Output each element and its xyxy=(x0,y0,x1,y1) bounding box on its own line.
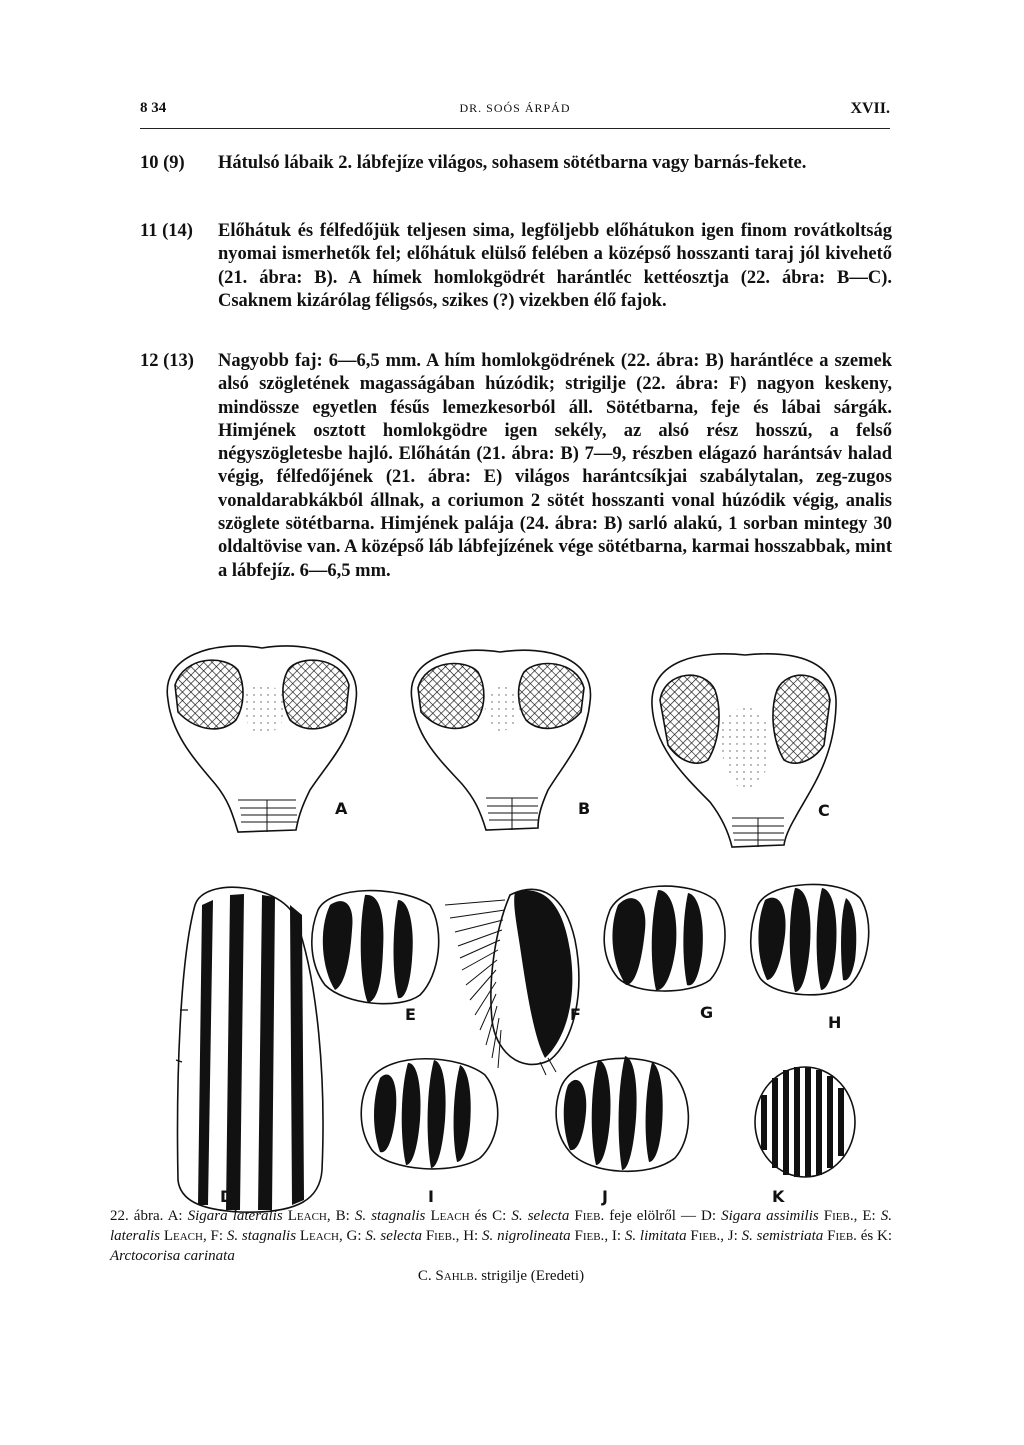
entry-text: Hátulsó lábaik 2. lábfejíze világos, sohasem sötétbarna vagy barnás-fekete. xyxy=(218,153,807,173)
entry-text: Nagyobb faj: 6—6,5 mm. A hím homlokgödrének (22. ábra: B) harántléce a szemek alsó szögletének magasságában húzódik; strigilje (22. ábra: F) nagyon keskeny, mindössze egyetlen fésűs lemezkesorból áll. Sötétbarna, feje és lábai sárgák. Himjének osztott homlokgödre igen sekély, az alsó rész hosszú, a felső négyszögletesbe hajló. Előhátán (21. ábra: B) 7—9, részben elágazó harántsáv halad végig, félfedőjének (21. ábra: E) világos harántcsíkjai szabálytalan, zeg-zugos vonaldarabkákból állnak, a coriumon 2 sötét hosszanti vonal húzódik végig, analis szöglete sötétbarna. Himjének palája (24. ábra: B) sarló alakú, 1 sorban mintegy 30 oldaltövise van. A középső láb lábfejízének vége sötétbarna, karmai hosszabbak, mint a lábfejíz. 6—6,5 mm. xyxy=(218,351,892,581)
caption-text: feje elölről — D: xyxy=(604,1208,722,1224)
caption-author: Fieb. xyxy=(574,1208,605,1224)
caption-text: , H: xyxy=(455,1228,483,1244)
strigil-h xyxy=(751,884,869,994)
figure-label-d: D xyxy=(220,1187,234,1206)
caption-text: 22. ábra. A: xyxy=(110,1208,188,1224)
caption-author: Fieb. xyxy=(574,1228,605,1244)
entry-number: 12 (13) xyxy=(140,351,194,371)
head-drawing-c xyxy=(652,654,836,847)
caption-species: Sigara assimilis xyxy=(721,1208,819,1224)
strigil-f xyxy=(445,889,579,1075)
entry-number: 10 (9) xyxy=(140,153,185,173)
figure-label-e: E xyxy=(405,1005,416,1024)
figure-label-a: A xyxy=(335,799,348,818)
head-drawing-a xyxy=(167,646,356,832)
page-number: 8 34 xyxy=(140,100,167,116)
caption-text: , B: xyxy=(326,1208,355,1224)
strigil-k xyxy=(755,1067,855,1177)
caption-author: Fieb. xyxy=(827,1228,857,1244)
caption-species: S. selecta xyxy=(511,1208,570,1224)
caption-text: , F: xyxy=(202,1228,227,1244)
caption-species: S. semistriata xyxy=(741,1228,824,1244)
caption-author: Leach xyxy=(299,1228,339,1244)
caption-author: Fieb. xyxy=(690,1228,721,1244)
figure-label-f: F xyxy=(570,1005,581,1024)
caption-species: S. stagnalis xyxy=(354,1208,426,1224)
section-number: XVII. xyxy=(850,100,890,117)
figure-label-k: K xyxy=(772,1187,785,1206)
figure-label-g: G xyxy=(700,1003,714,1022)
caption-text: , I: xyxy=(604,1228,625,1244)
caption-species: S. limitata xyxy=(624,1228,687,1244)
head-drawing-b xyxy=(411,650,590,830)
caption-author: Leach xyxy=(163,1228,203,1244)
caption-species: Sigara lateralis xyxy=(187,1208,283,1224)
entry-text: Előhátuk és félfedőjük teljesen sima, legföljebb előhátukon igen finom rovátkoltság nyomai ismerhetők fel; előhátuk elülső felében a középső hosszanti taraj jól kivehető (21. ábra: B). A hímek homlokgödrét harántléc kettéosztja (22. ábra: B—C). Csaknem kizárólag féligsós, szikes (?) vizekben élő fajok. xyxy=(218,221,892,311)
compound-eye-left xyxy=(175,660,243,729)
caption-author: Fieb. xyxy=(425,1228,456,1244)
caption-author: C. Sahlb. xyxy=(417,1268,478,1284)
caption-species: S. selecta xyxy=(365,1228,423,1244)
strigil-j xyxy=(556,1056,688,1171)
strigil-g xyxy=(604,886,725,991)
caption-species: S. stagnalis xyxy=(226,1228,297,1244)
compound-eye-left xyxy=(418,664,484,729)
caption-author: Fieb. xyxy=(823,1208,854,1224)
caption-author: Leach xyxy=(287,1208,327,1224)
figure-label-b: B xyxy=(578,799,591,818)
figure-label-i: I xyxy=(428,1187,434,1206)
strigil-d xyxy=(176,887,323,1212)
figure-label-j: J xyxy=(602,1187,608,1206)
caption-text: strigilje (Eredeti) xyxy=(477,1268,585,1284)
caption-text: , E: xyxy=(853,1208,881,1224)
caption-author: Leach xyxy=(430,1208,470,1224)
caption-text: , G: xyxy=(338,1228,366,1244)
figure-label-c: C xyxy=(818,801,830,820)
caption-text: és K: xyxy=(856,1228,893,1244)
caption-species: S. lateralis xyxy=(110,1208,893,1244)
entry-number: 11 (14) xyxy=(140,221,193,241)
compound-eye-right xyxy=(519,664,584,729)
caption-text: , J: xyxy=(720,1228,742,1244)
caption-species: Arctocorisa carinata xyxy=(110,1248,235,1264)
figure-label-h: H xyxy=(828,1013,842,1032)
figure-caption xyxy=(110,1206,892,1286)
compound-eye-right xyxy=(283,660,349,729)
strigil-i xyxy=(361,1059,497,1169)
caption-species: S. nigrolineata xyxy=(482,1228,571,1244)
running-title-author: DR. SOÓS ÁRPÁD xyxy=(459,101,571,115)
strigil-e xyxy=(312,891,439,1004)
caption-text: és C: xyxy=(469,1208,512,1224)
